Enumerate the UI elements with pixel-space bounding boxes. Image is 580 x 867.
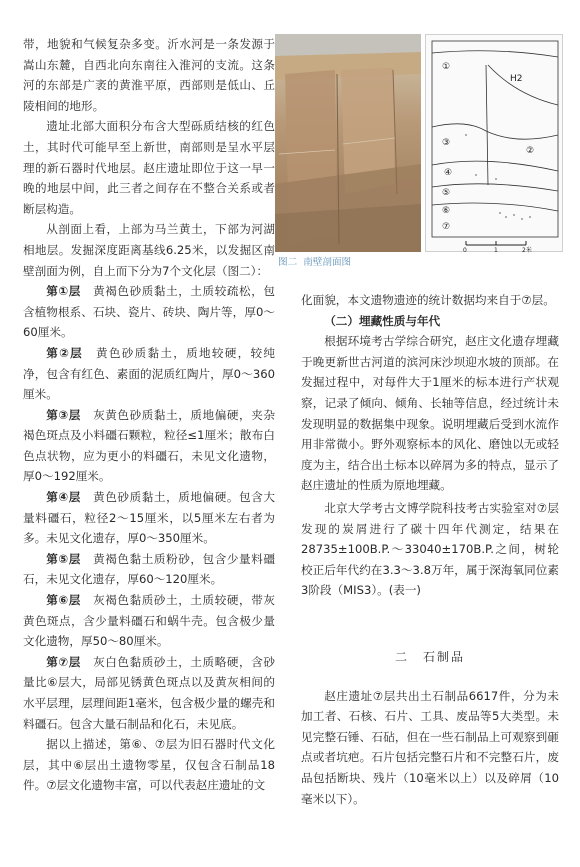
scale-tick-2: 2米 [522,247,532,253]
caption-number: 图二 [278,257,298,268]
paragraph-stone-tools: 赵庄遗址⑦层共出土石制品6617件，分为未加工者、石核、石片、工具、废品等5大类型。未见完整石锤、石砧，但在一些石制品上可观察到砸点或者坑疤。石片包括完整石片和不完整石片，废品包括断块、残片（10毫米以上）以及碎屑（10毫米以下）。 [301,688,559,806]
caption-text: 南壁剖面图 [303,257,352,268]
layer-mark-3: ③ [442,138,451,148]
paragraph-summary: 据以上描述，第⑥、⑦层为旧石器时代文化层，其中⑥层出土遗物零星，仅包含石制品18件。⑦层文化遗物丰富，可以代表赵庄遗址的文 [23,737,275,793]
section-photo-art [275,34,421,252]
section-heading: （二）埋藏性质与年代 [324,313,441,328]
layer-4 [23,487,275,549]
layer-label: 第⑦层 [46,654,81,669]
layer-7 [23,652,275,734]
h2-label: H2 [510,74,523,84]
paragraph-section: 从剖面上看，上部为马兰黄土，下部为河湖相地层。发掘深度距离基线6.25米，以发掘区南壁剖面为例，自上而下分为7个文化层（图二）： [23,222,275,278]
layer-label: 第④层 [46,490,81,505]
section-drawing [425,34,563,252]
layer-mark-6: ⑥ [442,206,451,216]
paragraph-remains: 遗址北部大面积分布含大型砾质结核的红色土，其时代可能早至上新世，南部则是呈水平层理的新石器时代地层。赵庄遗址即位于这一早一晚的地层中间，此三者之间存在不整合关系或者断层构造。 [23,119,275,216]
layer-label: 第⑥层 [46,593,81,608]
layer-5 [23,549,275,590]
layer-2 [23,343,275,405]
chapter-heading: 二 石制品 [394,650,465,664]
layer-text: 黄褐色黏土质粉砂，包含少量料礓石，未见文化遗存，厚60～120厘米。 [23,551,275,587]
layer-6 [23,590,275,652]
layer-label: 第③层 [46,407,81,422]
layer-text: 黄色砂质黏土，质地较硬，较纯净，包含有红色、素面的泥质红陶片，厚0～360厘米。 [23,345,275,402]
layer-mark-1: ① [442,62,451,72]
section-drawing-art [426,35,564,253]
left-column [23,34,275,796]
layer-mark-4: ④ [444,168,453,178]
layer-text: 灰褐色黏质砂土，土质较硬，带灰黄色斑点，含少量料礓石和蜗牛壳。包含极少量文化遗物，厚50～80厘米。 [23,593,275,649]
layer-text: 灰黄色砂质黏土，质地偏硬，夹杂褐色斑点及小料礓石颗粒，粒径≤1厘米；散布白色点状物，应为更小的料礓石，未见文化遗物，厚0～192厘米。 [23,407,275,484]
section-photo [275,34,421,252]
layer-mark-7: ⑦ [442,222,451,232]
layer-label: 第①层 [46,284,81,299]
paragraph-intro: 带，地貌和气候复杂多变。沂水河是一条发源于嵩山东麓，自西北向东南往入淮河的支流。这条河的东部是广袤的黄淮平原，西部则是低山、丘陵相间的地形。 [23,37,275,113]
layer-mark-2: ② [526,146,535,156]
layer-text: 黄褐色砂质黏土，土质较疏松，包含植物根系、石块、瓷片、砖块、陶片等，厚0～60厘米。 [23,284,275,340]
layer-1 [23,281,275,343]
layer-label: 第②层 [46,345,84,360]
layer-mark-5: ⑤ [442,188,451,198]
right-column-top [301,290,559,601]
paragraph-burial: 根据环境考古学综合研究，赵庄文化遗存埋藏于晚更新世古河道的滨河床沙坝迎水坡的顶部。在发掘过程中，对每件大于1厘米的标本进行产状观察，记录了倾向、倾角、长轴等信息，经过统计未发现明显的数据集中现象。说明埋藏后受到水流作用非常微小。野外观察标本的风化、磨蚀以无或轻度为主，结合出土标本以碎屑为多的特点，显示了赵庄遗址的性质为原地埋藏。 [301,334,559,493]
layer-3 [23,405,275,487]
scale-tick-0: 0 [463,247,467,253]
paragraph-dating: 北京大学考古文博学院科技考古实验室对⑦层发现的炭屑进行了碳十四年代测定，结果在28735±100B.P.～33040±170B.P.之间，树轮校正后年代约在3.3～3.8万年，属于深海氧同位素3阶段（MIS3）。(表一) [301,500,559,598]
paragraph-continue: 化面貌，本文遗物遗迹的统计数据均来自于⑦层。 [301,293,555,307]
figure-caption [278,254,357,268]
figure-south-wall-section [275,34,563,252]
scale-tick-1: 1 [494,247,498,253]
layer-text: 黄色砂质黏土，质地偏硬。包含大量料礓石，粒径2～15厘米，以5厘米左右者为多。未见文化遗存，厚0～350厘米。 [23,490,275,546]
right-column-bottom [301,647,559,809]
layer-text: 灰白色黏质砂土，土质略硬，含砂量比⑥层大，局部见锈黄色斑点以及黄灰相间的水平层理，层理间距1毫米，包含极少量的螺壳和料礓石。包含大量石制品和化石，未见底。 [23,654,275,731]
layer-label: 第⑤层 [46,551,81,566]
